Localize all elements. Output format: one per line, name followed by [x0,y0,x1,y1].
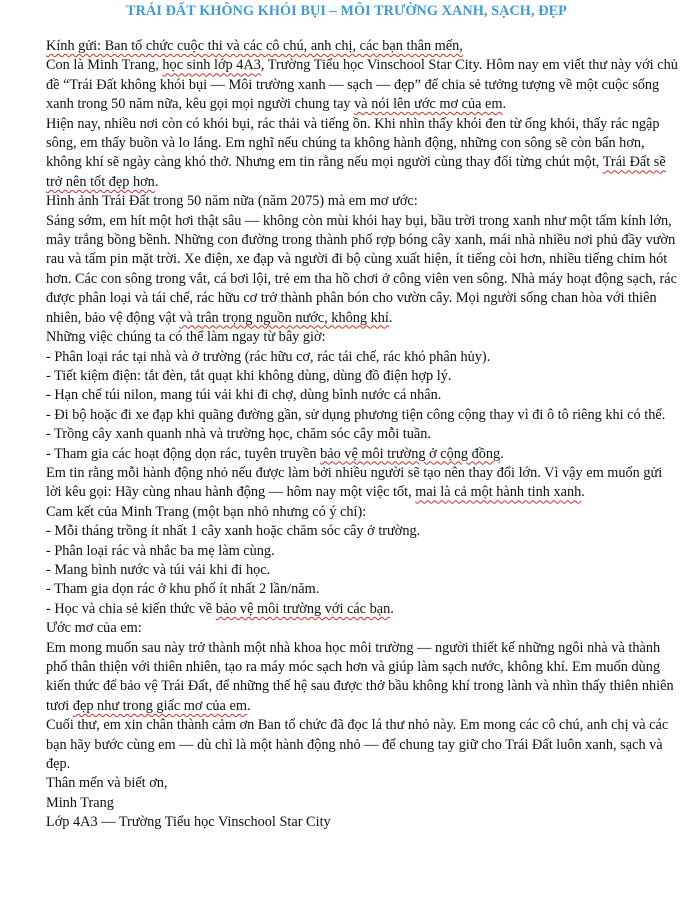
intro-highlight: và nói lên ước mơ của em [354,96,503,113]
intro-text: . [502,96,507,113]
current-highlight: Trái Đất sẽ trở nên tốt đẹp hơn [46,154,666,190]
greeting [46,37,680,56]
action-item: - Hạn chế túi nilon, mang túi vải khi đi chợ, dùng bình nước cá nhân. [46,387,442,404]
vision-highlight: và trân trọng nguồn nước, không khí [179,309,389,326]
commit-item: - Tham gia dọn rác ở khu phố ít nhất 2 lần/năm. [46,581,320,598]
author-name: Minh Trang [46,794,114,811]
current-paragraph [46,115,680,193]
action-text: - Tham gia các hoạt động dọn rác, tuyên truyền [46,445,321,462]
commit-text: - Học và chia sẻ kiến thức về [46,600,216,617]
action-highlight: bảo vệ môi trường ở cộng đồng [320,445,501,462]
intro-text: , Trường Tiểu học Vinschool Star City. Hôm nay em viết thư này với chủ đề “Trái Đất không khói bụi — Môi trường xanh — sạch — đẹp” để chia sẻ tưởng tượng về một cuộc sống xanh trong 50 năm nữa, kêu gọi mọi người chung tay [46,57,678,113]
current-text: Hiện nay, nhiều nơi còn có khói bụi, rác thải và tiếng ồn. Khi nhìn thấy khói đen từ ống khói, thấy rác ngập sông, em thấy buồn và lo lắng. Em nghĩ nếu chúng ta không hành động, những con sông sẽ còn bẩn hơn, không khí sẽ ngày càng khó thở. Nhưng em tin rằng nếu mọi người cùng thay đổi từng chút một, [46,115,660,171]
dream-text: . [246,697,251,714]
vision-heading: Hình ảnh Trái Đất trong 50 năm nữa (năm 2075) mà em mơ ước: [46,193,418,210]
closing-paragraph: Cuối thư, em xin chân thành cảm ơn Ban tổ chức đã đọc lá thư nhỏ này. Em mong các cô chú, anh chị và các bạn hãy bước cùng em — dù chỉ là một hành động nhỏ — để chung tay giữ cho Trái Đất luôn xanh, sạch và đẹp. [46,717,669,773]
call-text: Em tin rằng mỗi hành động nhỏ nếu được làm bởi nhiều người sẽ tạo nên thay đổi lớn. Vì vậy em muốn gửi lời kêu gọi: Hãy cùng nhau hành động — hôm nay một việc tốt, [46,464,663,501]
action-item [46,445,680,464]
vision-text: . [388,309,393,326]
intro-paragraph [46,56,680,114]
action-item: - Tiết kiệm điện: tắt đèn, tắt quạt khi không dùng, dùng đồ điện hợp lý. [46,367,452,384]
commit-item: - Mang bình nước và túi vải khi đi học. [46,561,271,578]
action-item: - Đi bộ hoặc đi xe đạp khi quãng đường gần, sử dụng phương tiện công cộng thay vì đi ô tô riêng khi có thể. [46,406,666,423]
action-item: - Trồng cây xanh quanh nhà và trường học, chăm sóc cây mỗi tuần. [46,426,431,443]
author-class-school: Lớp 4A3 — Trường Tiểu học Vinschool Star City [46,814,331,831]
vision-paragraph [46,212,680,328]
call-highlight: mai là cả một hành tinh xanh [415,484,582,501]
action-text: . [500,445,504,462]
commit-item: - Mỗi tháng trồng ít nhất 1 cây xanh hoặc chăm sóc cây ở trường. [46,523,421,540]
dream-highlight: đẹp như trong giấc mơ của em [72,697,247,714]
intro-highlight: học sinh lớp 4A3 [162,57,261,74]
commit-item [46,600,680,619]
intro-text: Con là Minh Trang, [46,57,163,74]
actions-heading: Những việc chúng ta có thể làm ngay từ bây giờ: [46,329,326,346]
current-text: . [154,173,159,190]
dream-paragraph [46,639,680,717]
dream-heading: Ước mơ của em: [46,620,142,637]
dream-text: Em mong muốn sau này trở thành một nhà khoa học môi trường — người thiết kế những ngôi nhà và thành phố thân thiện với thiên nhiên, tạo ra máy móc sạch hơn và giúp làm sạch nước, không khí. Em muốn dùng kiến thức để bảo vệ Trái Đất, để những thế hệ sau được thở bầu không khí trong lành và nhìn thấy thiên nhiên tươi [46,639,674,714]
commit-highlight: bảo vệ môi trường với các bạn [215,600,391,617]
letter-body [46,37,680,833]
vision-text: Sáng sớm, em hít một hơi thật sâu — không còn mùi khói hay bụi, bầu trời trong xanh như một tấm kính lớn, mây trắng bồng bềnh. Những con đường trong thành phố rợp bóng cây xanh, mái nhà nhiều nơi phủ đầy vườn rau và tấm pin mặt trời. Xe điện, xe đạp và người đi bộ cùng xuất hiện, ít tiếng còi hơn, nhiều tiếng chim hót hơn. Các con sông trong vắt, cá bơi lội, trẻ em tha hồ chơi ở công viên ven sông. Nhà máy hoạt động sạch, rác được phân loại và tái chế, rác hữu cơ trở thành phân bón cho vườn cây. Mọi người sống chan hòa với thiên nhiên, bảo vệ động vật [46,212,677,326]
signoff: Thân mến và biết ơn, [46,775,168,792]
commit-item: - Phân loại rác và nhắc ba mẹ làm cùng. [46,542,275,559]
commit-text: . [390,600,394,617]
call-text: . [581,484,585,501]
call-paragraph [46,464,680,503]
greeting-text: Kính gửi: Ban tổ chức cuộc thi và các cô chú, anh chị, các bạn thân mến, [46,38,463,54]
commit-heading: Cam kết của Minh Trang (một bạn nhỏ nhưng có ý chí): [46,503,367,520]
letter-title: TRÁI ĐẤT KHÔNG KHÓI BỤI – MÔI TRƯỜNG XANH, SẠCH, ĐẸP [126,3,567,19]
action-item: - Phân loại rác tại nhà và ở trường (rác hữu cơ, rác tái chế, rác khó phân hủy). [46,348,491,365]
